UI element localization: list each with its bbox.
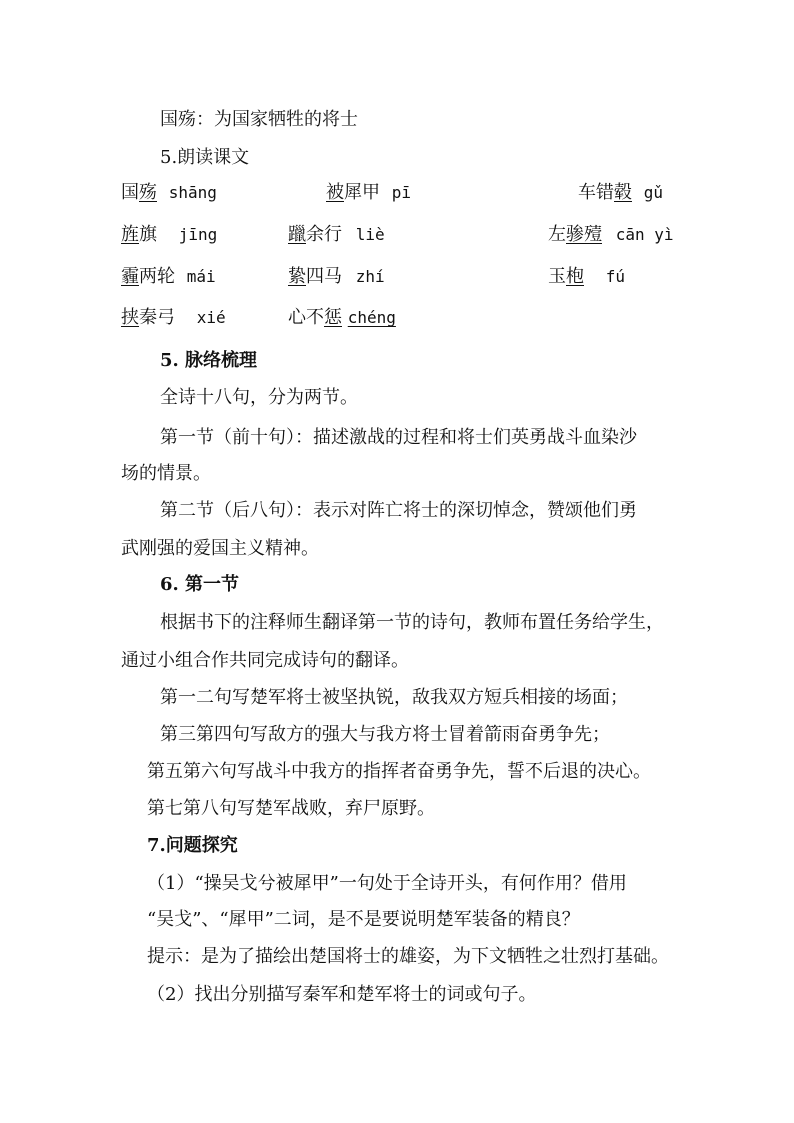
- vocab-item: 挟秦弓 xié: [121, 307, 226, 328]
- pinyin: pī: [391, 183, 411, 202]
- paragraph-line: 根据书下的注释师生翻译第一节的诗句，教师布置任务给学生，: [160, 612, 664, 633]
- underlined-char: 躐: [288, 224, 306, 245]
- pinyin: liè: [355, 225, 385, 244]
- vocab-item: 被犀甲 pī: [326, 182, 411, 203]
- paragraph-line: “吴戈”、“犀甲”二词，是不是要说明楚军装备的精良？: [147, 909, 580, 930]
- section-heading-first-stanza: 6. 第一节: [160, 574, 240, 595]
- vocab-item: 车错毂 gǔ: [578, 182, 663, 203]
- vocab-item: 心不惩 chéng: [288, 307, 396, 328]
- paragraph-line: 提示：是为了描绘出楚国将士的雄姿，为下文牺牲之壮烈打基础。: [147, 946, 669, 967]
- underlined-char: 挟: [121, 307, 139, 328]
- underlined-char: 霾: [121, 266, 139, 287]
- vocab-item: 左骖殪 cān yì: [548, 224, 674, 245]
- paragraph-line: 第五第六句写战斗中我方的指挥者奋勇争先，誓不后退的决心。: [147, 761, 651, 782]
- paragraph-line: 第一节（前十句）：描述激战的过程和将士们英勇战斗血染沙: [160, 427, 637, 448]
- pinyin: fú: [605, 267, 625, 286]
- pinyin: gǔ: [643, 183, 663, 202]
- vocab-item: 躐余行 liè: [288, 224, 385, 245]
- paragraph-line: 第七第八句写楚军战败，弃尸原野。: [147, 798, 435, 819]
- section-heading-read-aloud: 5.朗读课文: [160, 147, 250, 168]
- vocab-item: 霾两轮 mái: [121, 266, 216, 287]
- paragraph-line: （1）“操吴戈兮被犀甲”一句处于全诗开头，有何作用？借用: [147, 873, 627, 894]
- paragraph-line: 第三第四句写敌方的强大与我方将士冒着箭雨奋勇争先；: [160, 724, 610, 745]
- paragraph-line: 通过小组合作共同完成诗句的翻译。: [121, 650, 409, 671]
- paragraph-line: 全诗十八句，分为两节。: [160, 387, 358, 408]
- paragraph-line: （2）找出分别描写秦军和楚军将士的词或句子。: [147, 984, 537, 1005]
- underlined-char: 絷: [288, 266, 306, 287]
- underlined-char: 枹: [566, 266, 584, 287]
- pinyin: shāng: [168, 183, 217, 202]
- vocab-item: 絷四马 zhí: [288, 266, 385, 287]
- vocab-item: 玉枹 fú: [548, 266, 625, 287]
- guoshang-definition: 国殇：为国家牺牲的将士: [160, 109, 358, 130]
- underlined-char: 旌: [121, 224, 139, 245]
- vocab-item: 国殇 shāng: [121, 182, 217, 203]
- paragraph-line: 第一二句写楚军将士被坚执锐，敌我双方短兵相接的场面；: [160, 687, 628, 708]
- underlined-char: 被: [326, 182, 344, 203]
- underlined-char: 惩: [324, 307, 342, 328]
- pinyin: mái: [186, 267, 216, 286]
- pinyin: cān yì: [615, 225, 674, 244]
- underlined-char: 毂: [614, 182, 632, 203]
- section-heading-inquiry: 7.问题探究: [147, 835, 238, 856]
- underlined-char: 殇: [139, 182, 157, 203]
- pinyin: zhí: [355, 267, 385, 286]
- paragraph-line: 场的情景。: [121, 463, 211, 484]
- underlined-char: 骖殪: [566, 224, 602, 245]
- vocab-item: 旌旗 jīng: [121, 224, 218, 245]
- section-heading-context: 5. 脉络梳理: [160, 350, 258, 371]
- paragraph-line: 第二节（后八句）：表示对阵亡将士的深切悼念，赞颂他们勇: [160, 500, 637, 521]
- pinyin: chéng: [347, 308, 396, 327]
- pinyin: jīng: [178, 225, 218, 244]
- pinyin: xié: [196, 308, 226, 327]
- paragraph-line: 武刚强的爱国主义精神。: [121, 538, 319, 559]
